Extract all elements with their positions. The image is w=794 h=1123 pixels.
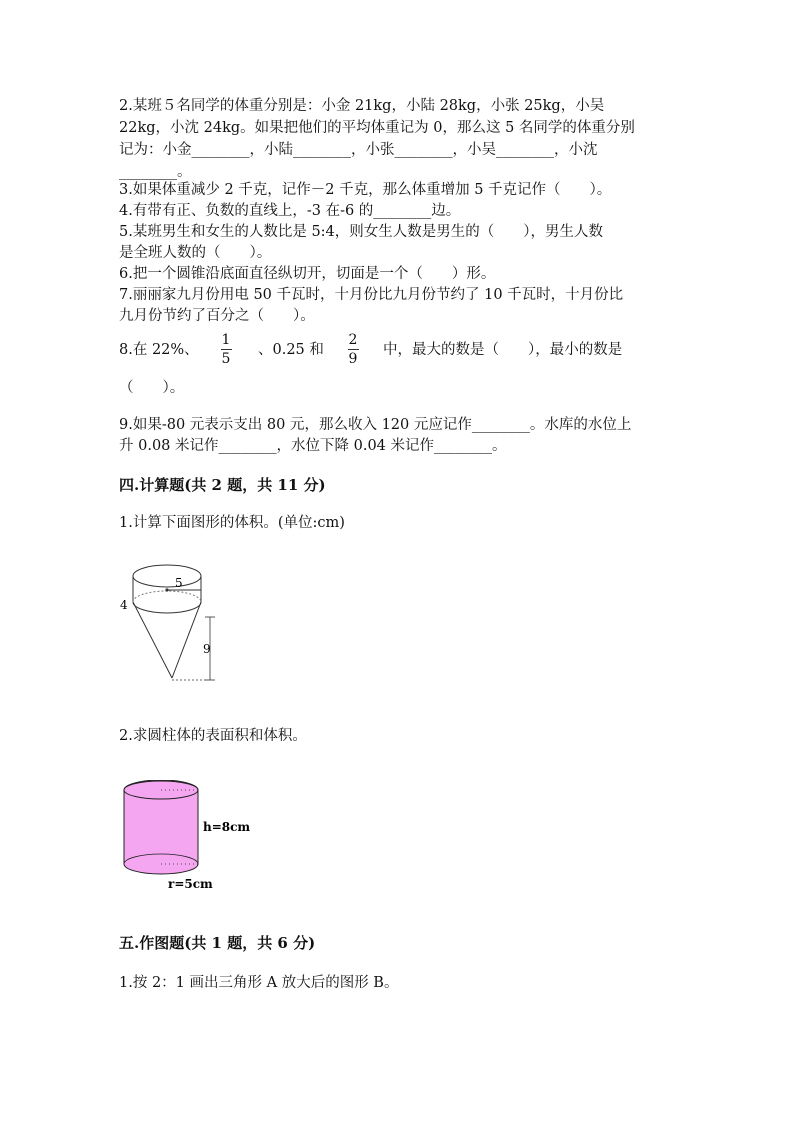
fig1-cone-height-label: 9	[203, 642, 211, 656]
cylinder-cone-figure	[115, 560, 225, 690]
q6-text: 6.把一个圆锥沿底面直径纵切开，切面是一个（ ）形。	[119, 266, 496, 282]
q2-line-2: 22kg，小沈 24kg。如果把他们的平均体重记为 0，那么这 5 名同学的体重分别	[119, 120, 635, 136]
fig1-radius-label: 5	[175, 576, 183, 590]
q8-fraction-2-numerator: 2	[348, 332, 358, 348]
q8-part-a: 8.在 22%、	[119, 342, 199, 358]
section-5-q1: 1.按 2：1 画出三角形 A 放大后的图形 B。	[119, 975, 399, 991]
q8-fraction-1-numerator: 1	[221, 332, 231, 348]
q8-fraction-2-denominator: 9	[348, 351, 358, 367]
fraction-bar	[221, 349, 232, 350]
q2-line-1: 2.某班５名同学的体重分别是：小金 21kg，小陆 28kg，小张 25kg，小吴	[119, 98, 605, 114]
q7-line-1: 7.丽丽家九月份用电 50 千瓦时，十月份比九月份节约了 10 千瓦时，十月份比	[119, 287, 624, 303]
fig2-height-label: h=8cm	[203, 820, 251, 834]
q5-line-1: 5.某班男生和女生的人数比是 5:4，则女生人数是男生的（ ），男生人数	[119, 224, 604, 240]
q8-part-c: 中，最大的数是（ ），最小的数是	[383, 342, 623, 358]
q9-line-1: 9.如果-80 元表示支出 80 元，那么收入 120 元应记作________。水库的水位上	[119, 417, 632, 433]
section-4-heading: 四.计算题(共 2 题，共 11 分)	[119, 476, 326, 494]
q4-text: 4.有带有正、负数的直线上，-3 在-6 的________边。	[119, 203, 461, 219]
fraction-bar	[348, 349, 359, 350]
q3-text: 3.如果体重减少 2 千克，记作－2 千克，那么体重增加 5 千克记作（ ）。	[119, 182, 612, 198]
q5-line-2: 是全班人数的（ ）。	[119, 245, 272, 261]
q2-line-3: 记为：小金________，小陆________，小张________，小吴________，小沈	[119, 142, 598, 158]
q2-line-4: ________。	[119, 164, 192, 180]
q8-fraction-1-denominator: 5	[221, 351, 231, 367]
q9-line-2: 升 0.08 米记作________，水位下降 0.04 米记作________。	[119, 438, 507, 454]
pink-cylinder-figure	[120, 780, 260, 895]
section-4-q2: 2.求圆柱体的表面积和体积。	[119, 728, 307, 744]
q8-fraction-1	[219, 332, 233, 367]
q7-line-2: 九月份节约了百分之（ ）。	[119, 308, 315, 324]
fig1-cylinder-height-label: 4	[120, 598, 128, 612]
fig2-radius-label: r=5cm	[168, 877, 213, 891]
q8-fraction-2	[346, 332, 360, 367]
q8-line-2: （ ）。	[119, 380, 185, 396]
section-5-heading: 五.作图题(共 1 题，共 6 分)	[119, 934, 316, 952]
section-4-q1: 1.计算下面图形的体积。(单位:cm)	[119, 515, 345, 531]
q8-part-b: 、0.25 和	[258, 342, 324, 358]
